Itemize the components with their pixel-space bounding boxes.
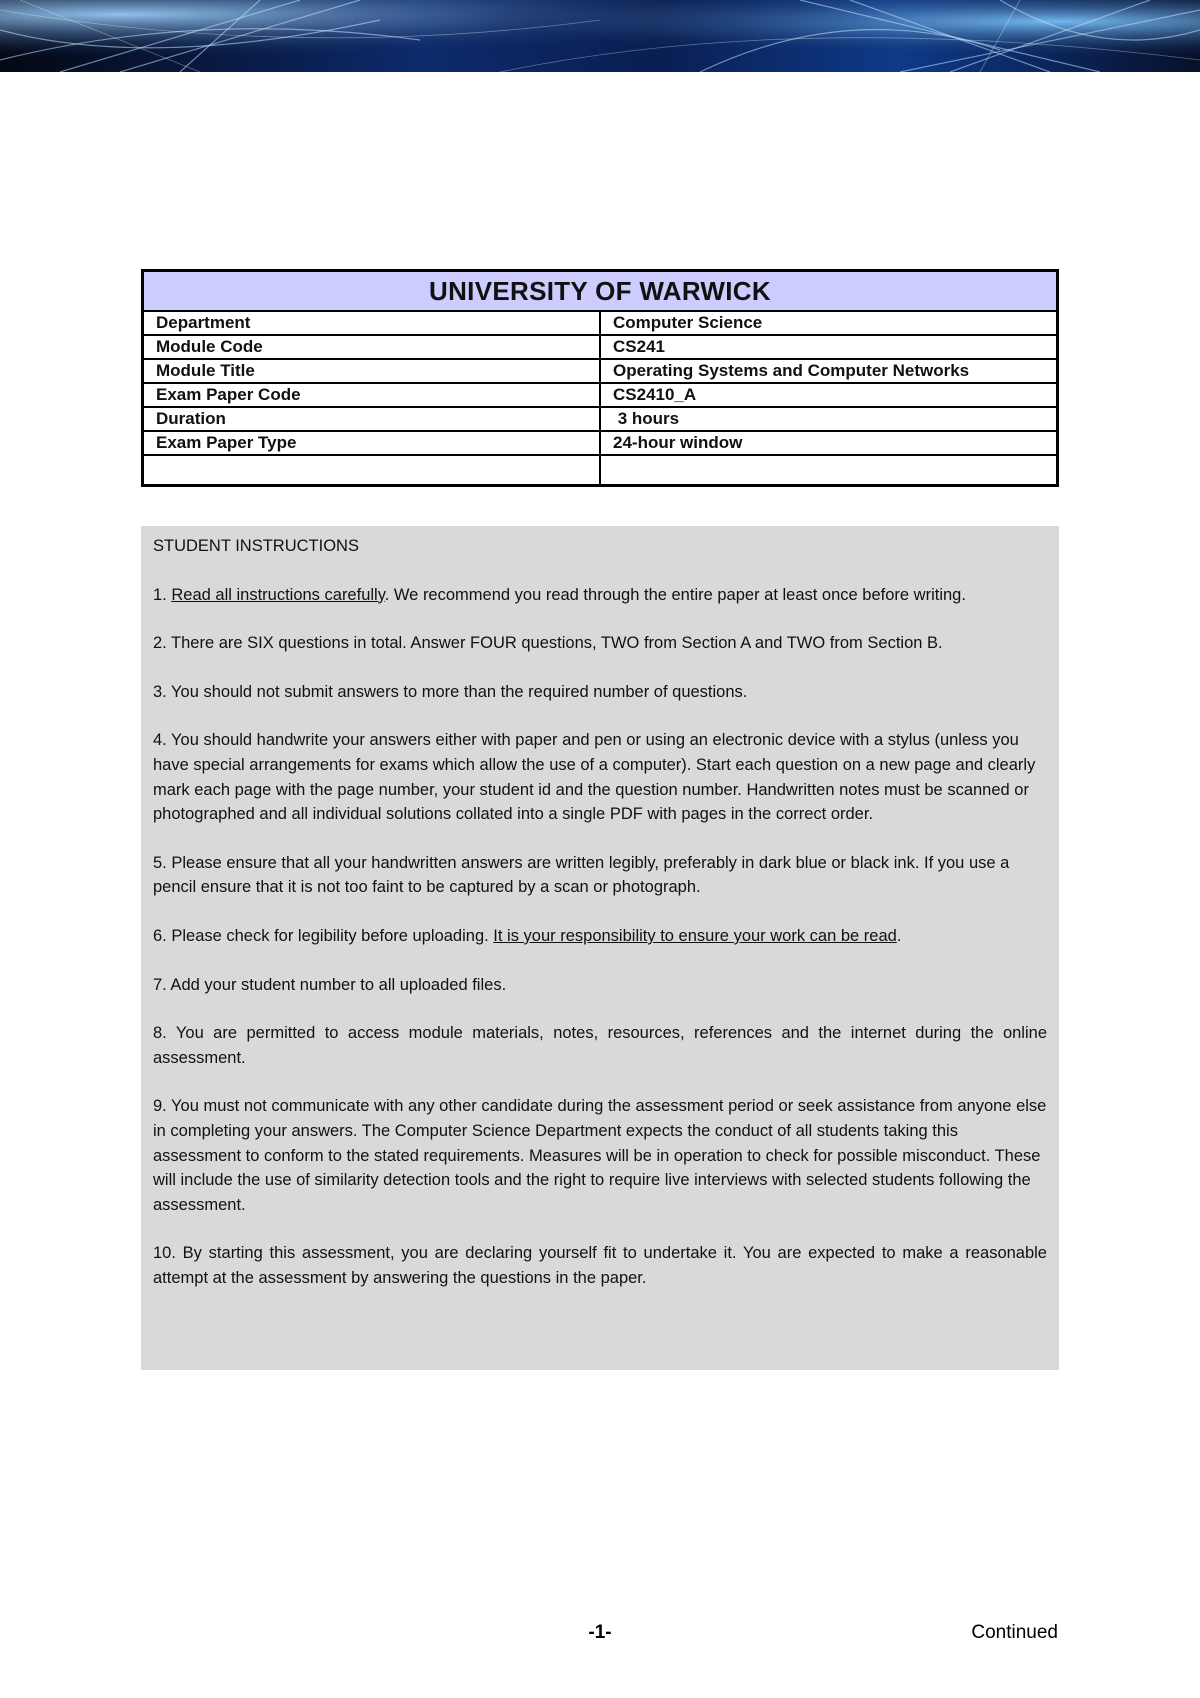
module-title-value: Operating Systems and Computer Networks xyxy=(600,359,1058,383)
table-row xyxy=(143,431,1058,455)
module-title-label: Module Title xyxy=(143,359,601,383)
instruction-item-5: 5. Please ensure that all your handwritten answers are written legibly, preferably in dark blue or black ink. If you use a pencil ensure that it is not too faint to be captured by a scan or photograph. xyxy=(153,853,1010,897)
instruction-item-3: 3. You should not submit answers to more than the required number of questions. xyxy=(153,682,748,701)
exam-paper-code-value: CS2410_A xyxy=(600,383,1058,407)
exam-info-table xyxy=(141,269,1059,487)
table-row xyxy=(143,359,1058,383)
instruction-6-suffix: . xyxy=(896,926,902,945)
instructions-heading: STUDENT INSTRUCTIONS xyxy=(153,537,359,555)
exam-paper-type-value: 24-hour window xyxy=(600,431,1058,455)
banner-light-rays-image xyxy=(0,0,1200,72)
instruction-1-prefix: 1. xyxy=(153,585,172,604)
university-title: UNIVERSITY OF WARWICK xyxy=(143,271,1058,312)
module-code-value: CS241 xyxy=(600,335,1058,359)
instruction-item-8: 8. You are permitted to access module materials, notes, resources, references and the internet during the online assessment. xyxy=(153,1024,1047,1067)
exam-paper-code-label: Exam Paper Code xyxy=(143,383,601,407)
page-number: -1- xyxy=(588,1622,612,1643)
module-code-label: Module Code xyxy=(143,335,601,359)
instruction-item-7: 7. Add your student number to all uploaded files. xyxy=(153,975,507,994)
department-label: Department xyxy=(143,311,601,335)
instruction-6-emphasis: It is your responsibility to ensure your work can be read xyxy=(493,926,897,945)
empty-cell xyxy=(600,455,1058,486)
instruction-item-9: 9. You must not communicate with any other candidate during the assessment period or seek assistance from anyone else in completing your answers. The Computer Science Department expects the conduct of all students taking this assessment to conform to the stated requirements. Measures will be in operation to check for possible misconduct. These will include the use of similarity detection tools and the right to require live interviews with selected students following the assessment. xyxy=(153,1097,1047,1214)
instruction-item-4: 4. You should handwrite your answers either with paper and pen or using an electronic device with a stylus (unless you have special arrangements for exams which allow the use of a computer). Start each question on a new page and clearly mark each page with the page number, your student id and the question number. Handwritten notes must be scanned or photographed and all individual solutions collated into a single PDF with pages in the correct order. xyxy=(153,731,1036,824)
duration-label: Duration xyxy=(143,407,601,431)
empty-cell xyxy=(143,455,601,486)
instruction-item-2: 2. There are SIX questions in total. Answer FOUR questions, TWO from Section A and TWO from Section B. xyxy=(153,634,943,653)
header-banner xyxy=(0,0,1200,72)
table-row xyxy=(143,335,1058,359)
duration-value: 3 hours xyxy=(600,407,1058,431)
student-instructions-box xyxy=(141,526,1059,1370)
table-row xyxy=(143,407,1058,431)
instruction-item-10: 10. By starting this assessment, you are declaring yourself fit to undertake it. You are expected to make a reasonable attempt at the assessment by answering the questions in the paper. xyxy=(153,1244,1047,1287)
instruction-item-6 xyxy=(153,924,1047,949)
exam-paper-type-label: Exam Paper Type xyxy=(143,431,601,455)
instruction-1-emphasis: Read all instructions carefully xyxy=(171,585,385,604)
instruction-1-text: . We recommend you read through the entire paper at least once before writing. xyxy=(384,585,966,604)
instruction-6-prefix: 6. Please check for legibility before uploading. xyxy=(153,926,494,945)
instruction-item-1 xyxy=(153,583,1047,608)
table-row xyxy=(143,311,1058,335)
continued-label: Continued xyxy=(971,1622,1058,1643)
department-value: Computer Science xyxy=(600,311,1058,335)
table-row xyxy=(143,383,1058,407)
empty-table-row xyxy=(143,455,1058,486)
